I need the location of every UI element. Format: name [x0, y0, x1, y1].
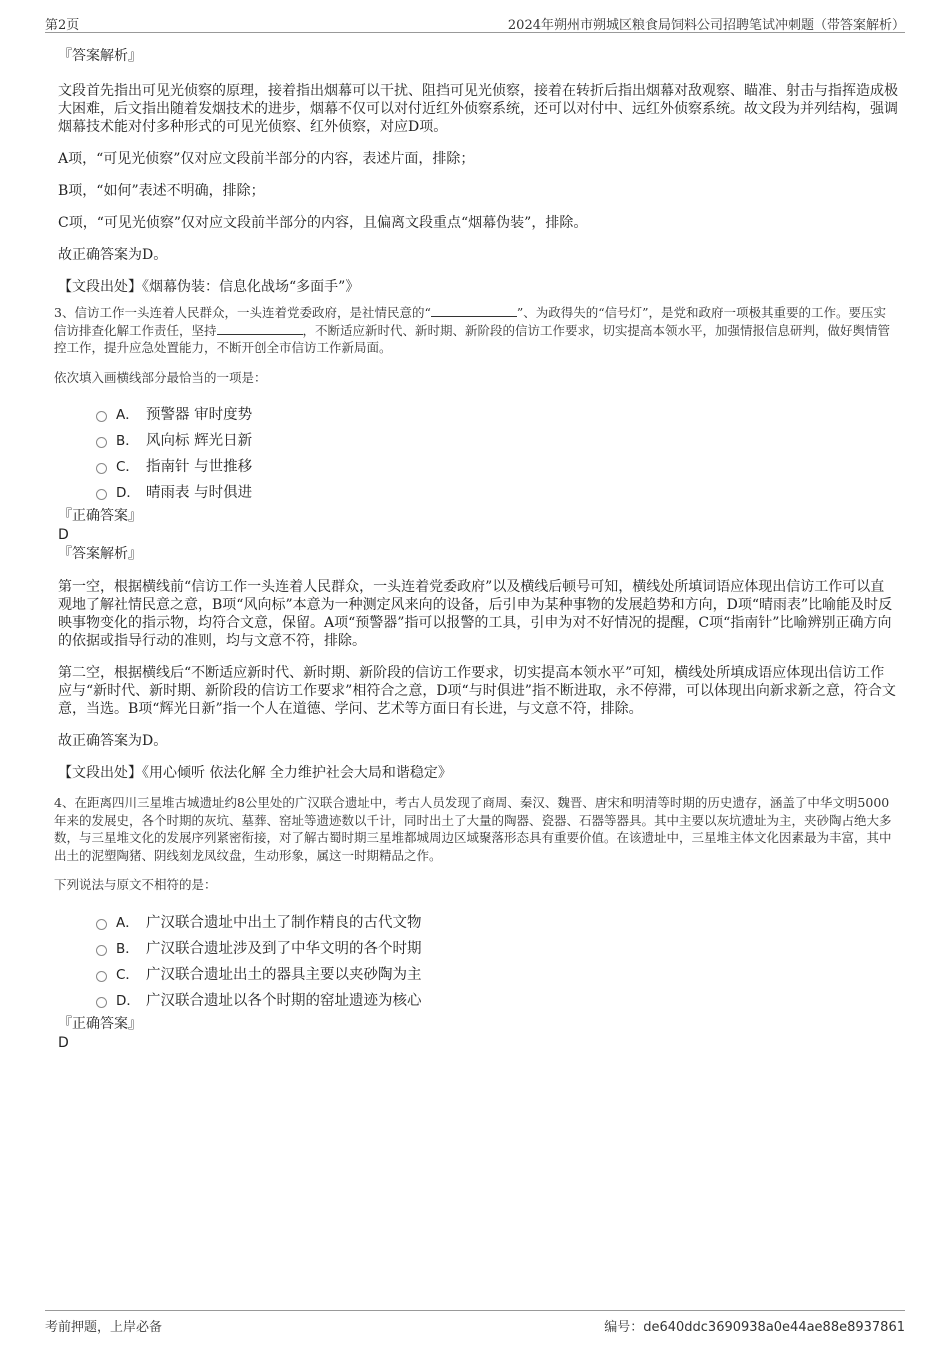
- analysis-paragraph: 文段首先指出可见光侦察的原理，接着指出烟幕可以干扰、阻挡可见光侦察，接着在转折后指出烟幕对敌观察、瞄准、射击与指挥造成极大困难，后文指出随着发烟技术的进步，烟幕不仅可以对付近红外侦察系统，还可以对付中、远红外侦察系统。故文段为并列结构，强调烟幕技术能对付多种形式的可见光侦察、红外侦察，对应D项。: [58, 83, 898, 135]
- option-c[interactable]: C． 广汉联合遗址出土的器具主要以夹砂陶为主: [58, 962, 898, 988]
- radio-button[interactable]: [96, 971, 107, 982]
- page-header: [45, 10, 905, 33]
- question-3-options: [58, 402, 898, 506]
- option-d[interactable]: D． 广汉联合遗址以各个时期的窑址遗迹为核心: [58, 988, 898, 1014]
- radio-button[interactable]: [96, 997, 107, 1008]
- radio-button[interactable]: [96, 463, 107, 474]
- analysis-option-a: A项，“可见光侦察”仅对应文段前半部分的内容，表述片面，排除；: [58, 151, 475, 167]
- document-title: 2024年朔州市朔城区粮食局饲料公司招聘笔试冲刺题（带答案解析）: [507, 18, 905, 33]
- source-citation: 【文段出处】《烟幕伪装：信息化战场“多面手”》: [58, 279, 360, 295]
- option-b[interactable]: B． 风向标 辉光日新: [58, 428, 898, 454]
- footer-slogan: 考前押题，上岸必备: [45, 1320, 163, 1335]
- source-citation: 【文段出处】《用心倾听 依法化解 全力维护社会大局和谐稳定》: [58, 765, 452, 781]
- radio-button[interactable]: [96, 437, 107, 448]
- radio-button[interactable]: [96, 919, 107, 930]
- analysis-paragraph-1: 第一空，根据横线前“信访工作一头连着人民群众，一头连着党委政府”以及横线后顿号可知，横线处所填词语应体现出信访工作可以直观地了解社情民意之意，B项“风向标”本意为一种测定风来向的设备，后引申为某种事物的发展趋势和方向，D项“晴雨表”比喻能及时反映事物变化的指示物，均符合文意，保留。A项“预警器”指可以报警的工具，引申为对不好情况的提醒，C项“指南针”比喻辨别正确方向的依据或指导行动的准则，均与文意不符，排除。: [58, 579, 893, 649]
- question-4-text: 4、在距离四川三星堆古城遗址约8公里处的广汉联合遗址中，考古人员发现了商周、秦汉、魏晋、唐宋和明清等时期的历史遗存，涵盖了中华文明5000年来的发展史，各个时期的灰坑、墓葬、窑址等遗迹数以千计，同时出土了大量的陶器、瓷器、石器等器具。其中主要以灰坑遗址为主，夹砂陶占绝大多数，与三星堆文化的发展序列紧密衔接，对了解古蜀时期三星堆都城周边区域聚落形态具有重要价值。在该遗址中，三星堆主体文化因素最为丰富，其中出土的泥塑陶猪、阴线刻龙凤纹盘，生动形象，属这一时期精品之作。: [54, 795, 892, 863]
- option-a[interactable]: A． 预警器 审时度势: [58, 402, 898, 428]
- correct-answer-tag: 『正确答案』: [58, 1015, 142, 1032]
- page-number: 第2页: [45, 18, 80, 33]
- document-code: 编号：de640ddc3690938a0e44ae88e8937861: [604, 1320, 905, 1335]
- analysis-tag: 『答案解析』: [58, 546, 142, 562]
- radio-button[interactable]: [96, 489, 107, 500]
- option-a[interactable]: A． 广汉联合遗址中出土了制作精良的古代文物: [58, 910, 898, 936]
- fill-blank-2: [217, 322, 303, 335]
- correct-answer: D: [58, 1034, 69, 1051]
- analysis-conclusion: 故正确答案为D。: [58, 733, 168, 749]
- analysis-tag: 『答案解析』: [58, 48, 142, 64]
- question-4-options: [58, 910, 898, 1014]
- question-4-prompt: 下列说法与原文不相符的是：: [54, 877, 217, 892]
- correct-answer: D: [58, 527, 69, 543]
- analysis-paragraph-2: 第二空，根据横线后“不断适应新时代、新时期、新阶段的信访工作要求，切实提高本领水平”可知，横线处所填成语应体现出信访工作应与“新时代、新时期、新阶段的信访工作要求”相符合之意，D项“与时俱进”指不断进取，永不停滞，可以体现出向新求新之意，符合文意，当选。B项“辉光日新”指一个人在道德、学问、艺术等方面日有长进，与文意不符，排除。: [58, 665, 896, 717]
- analysis-option-c: C项，“可见光侦察”仅对应文段前半部分的内容，且偏离文段重点“烟幕伪装”，排除。: [58, 215, 588, 231]
- page-footer: [45, 1310, 905, 1335]
- option-c[interactable]: C． 指南针 与世推移: [58, 454, 898, 480]
- question-3-text: 3、信访工作一头连着人民群众，一头连着党委政府，是社情民意的“ ”、为政得失的“信号灯”，是党和政府一项极其重要的工作。要压实信访排查化解工作责任，坚持 ，不断适应新时代、新时期、新阶段的信访工作要求，切实提高本领水平，加强情报信息研判，做好舆情管控工作，提升应急处置能力，不断开创全市信访工作新局面。: [54, 305, 891, 355]
- question-3-prompt: 依次填入画横线部分最恰当的一项是：: [54, 369, 267, 385]
- option-b[interactable]: B． 广汉联合遗址涉及到了中华文明的各个时期: [58, 936, 898, 962]
- main-content: [54, 46, 898, 1052]
- correct-answer-tag: 『正确答案』: [58, 508, 142, 524]
- analysis-conclusion: 故正确答案为D。: [58, 247, 168, 263]
- analysis-option-b: B项，“如何”表述不明确，排除；: [58, 183, 265, 199]
- option-d[interactable]: D． 晴雨表 与时俱进: [58, 480, 898, 506]
- radio-button[interactable]: [96, 411, 107, 422]
- fill-blank-1: [431, 304, 517, 317]
- radio-button[interactable]: [96, 945, 107, 956]
